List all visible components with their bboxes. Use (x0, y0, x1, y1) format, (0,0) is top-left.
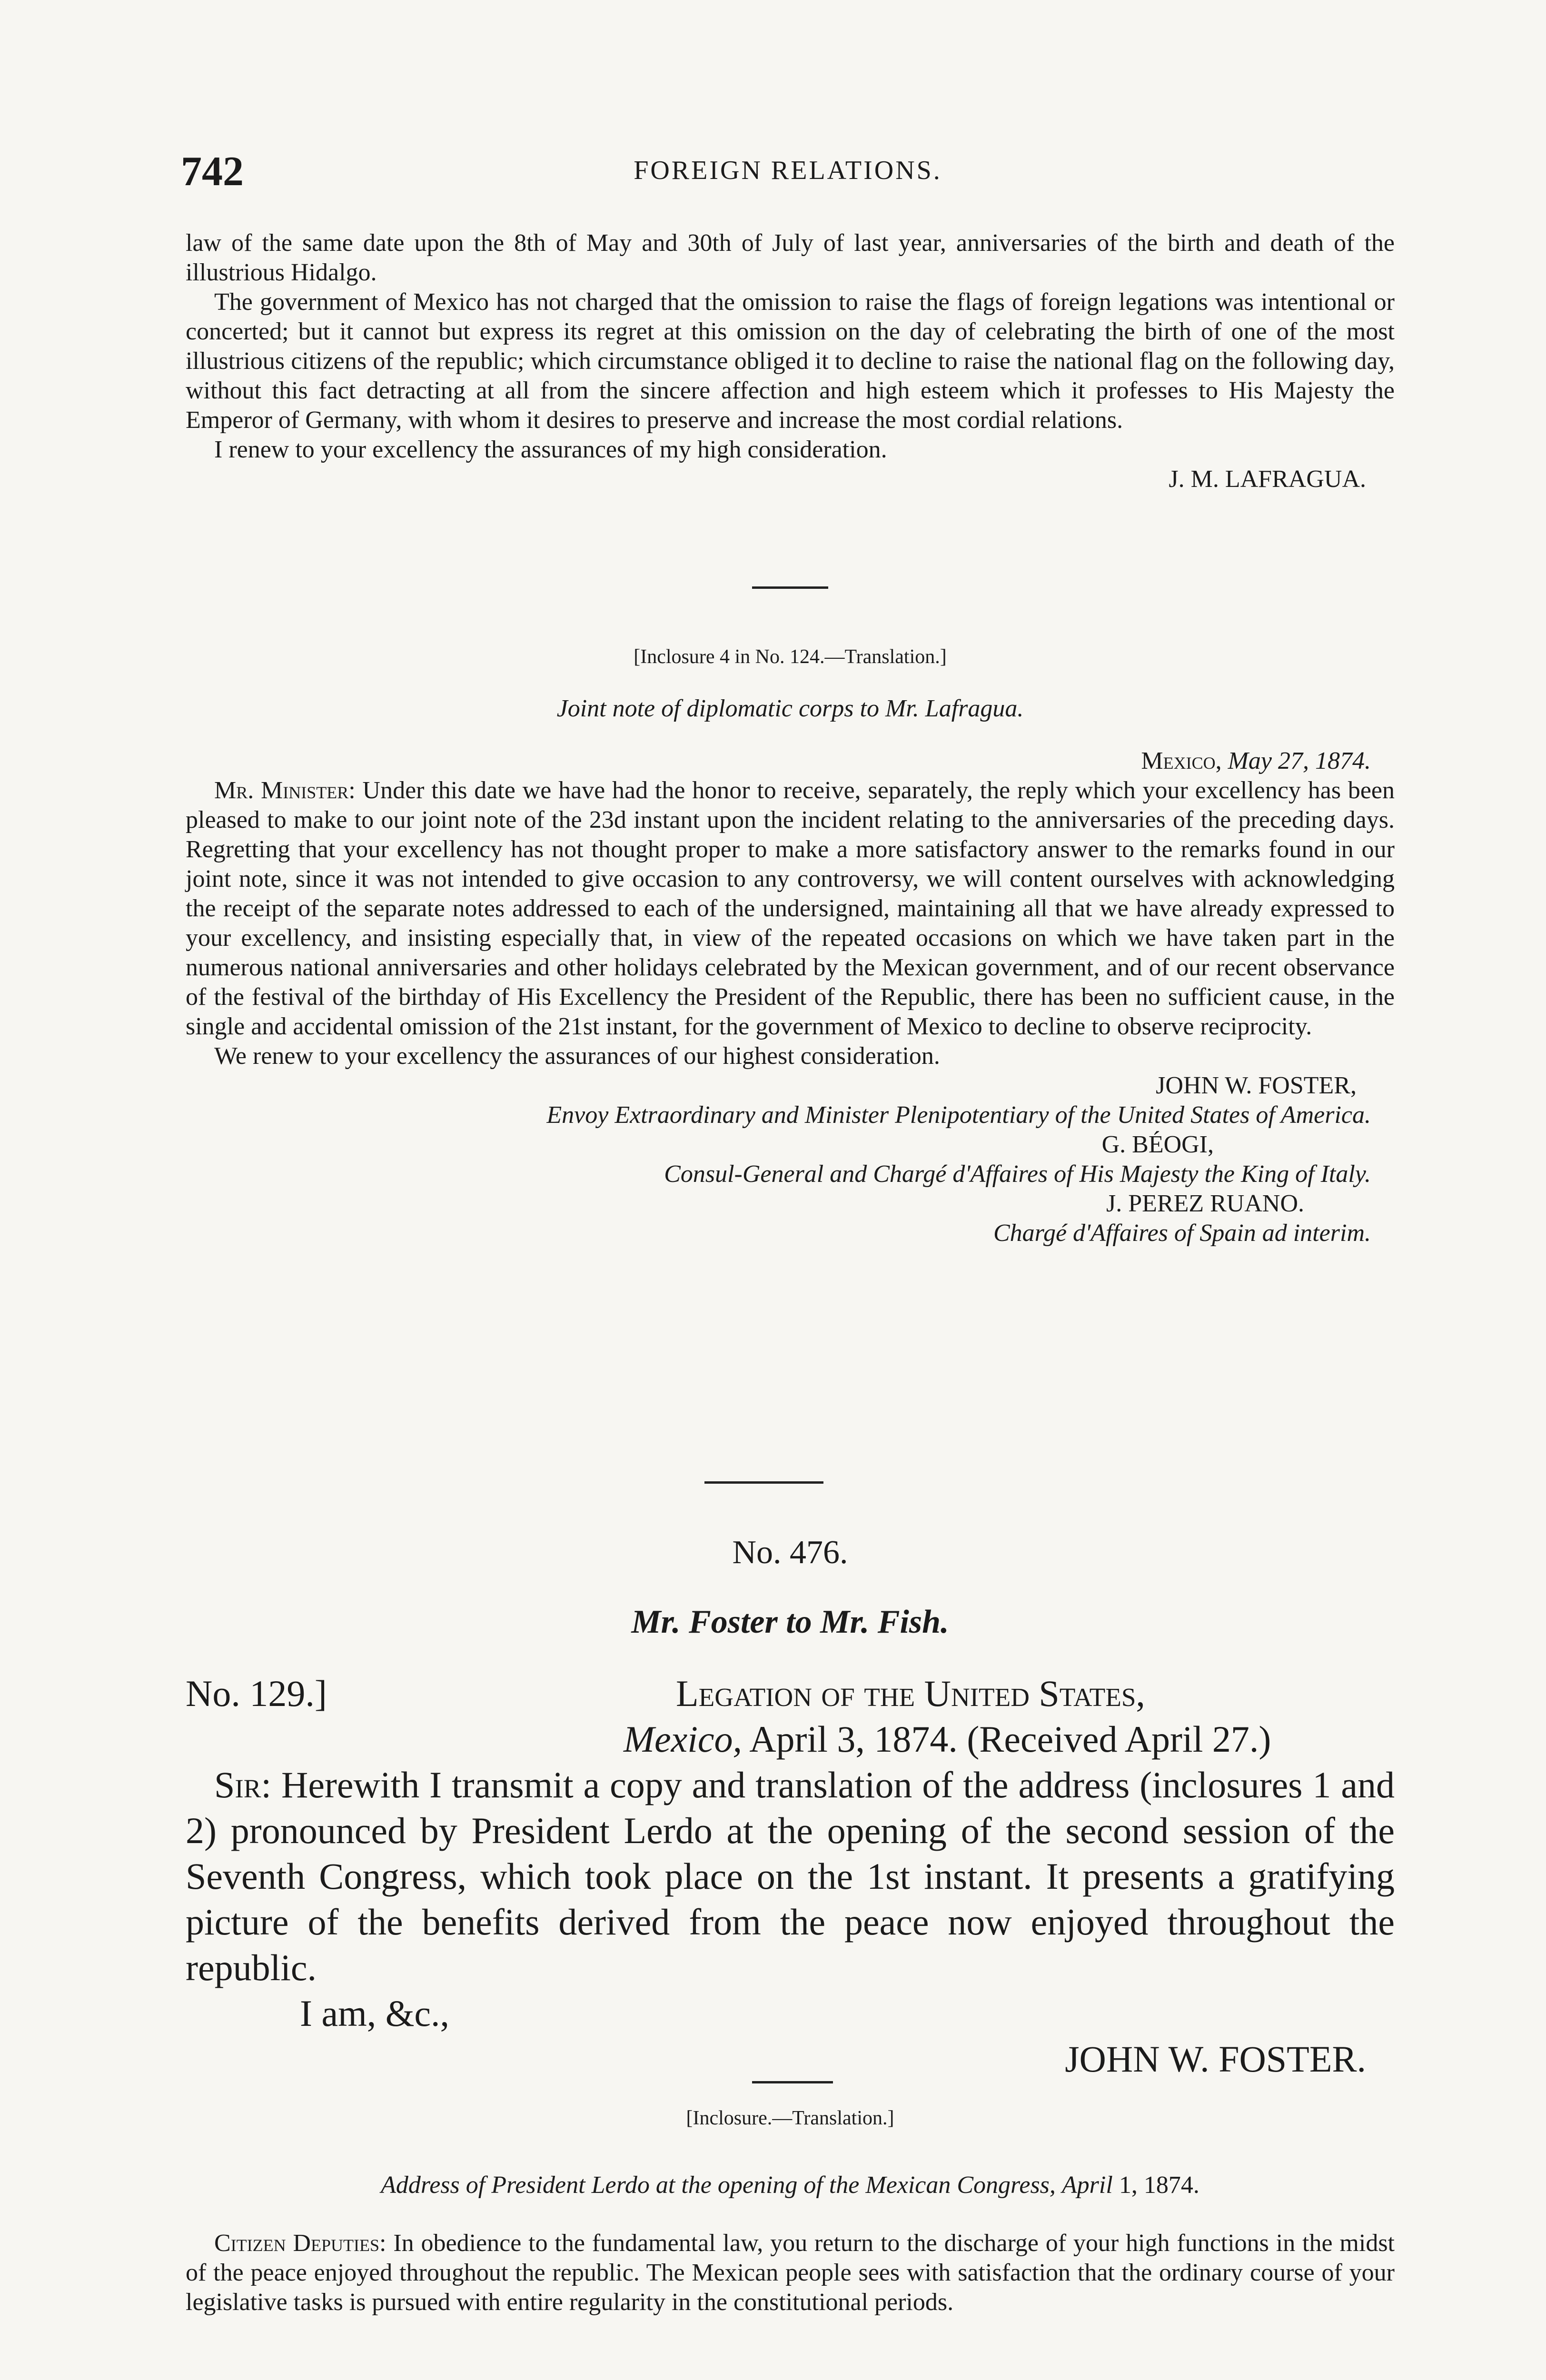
heading-block (186, 1671, 1395, 1762)
signer-title: Chargé d'Affaires of Spain ad interim. (993, 1220, 1371, 1247)
salutation: Citizen Deputies: (214, 2230, 386, 2257)
body-text: In obedience to the fundamental law, you return to the discharge of your high functions in the midst of the peace enjoyed throughout the republic. The Mexican people sees with satisfaction that the ordinary course of your legislative tasks is pursued with entire regularity in the constitutional periods. (186, 2230, 1395, 2316)
inclosure-4 (186, 643, 1395, 1248)
signer-name: JOHN W. FOSTER, (1156, 1072, 1357, 1099)
signer-name: J. PEREZ RUANO. (1106, 1190, 1304, 1217)
paragraph: I renew to your excellency the assurances of my high consideration. (214, 436, 887, 463)
salutation: Mr. Minister: (214, 777, 356, 804)
title-part: April (1061, 2172, 1113, 2199)
salutation: Sir: (214, 1764, 272, 1805)
paragraph (186, 776, 1395, 1041)
date-line (186, 746, 1395, 776)
signers (186, 1071, 1395, 1248)
received-date: (Received April 27.) (967, 1718, 1271, 1760)
date: May 27, 1874. (1228, 747, 1371, 774)
signer-title: Consul-General and Chargé d'Affaires of His Majesty the King of Italy. (664, 1160, 1371, 1188)
legation: Legation of the United States, (676, 1673, 1145, 1714)
date: April 3, 1874. (749, 1718, 958, 1760)
divider (704, 1481, 823, 1484)
body-text: Herewith I transmit a copy and translation of the address (inclosures 1 and 2) pronounced by President Lerdo at the opening of the second session of the Seventh Congress, which took place on the 1st instant. It presents a gratifying picture of the benefits derived from the peace now enjoyed throughout the republic. (186, 1764, 1395, 1988)
inclosure-label: [Inclosure.—Translation.] (686, 2107, 894, 2129)
reference-number: No. 129.] (186, 1673, 327, 1714)
inclosure-title: Joint note of diplomatic corps to Mr. Lafragua. (556, 695, 1024, 722)
divider (752, 2081, 833, 2083)
paragraph (186, 2229, 1395, 2317)
closing: I am, &c., (300, 1993, 450, 2034)
place: Mexico, (624, 1718, 743, 1760)
inclosure-address (186, 2104, 1395, 2317)
document-title: Mr. Foster to Mr. Fish. (631, 1604, 949, 1640)
document-number: No. 476. (732, 1534, 848, 1571)
signature: J. M. LAFRAGUA. (1169, 466, 1366, 493)
inclosure-title (186, 2171, 1395, 2200)
paragraph (186, 1762, 1395, 1991)
document-476 (186, 1533, 1395, 2082)
signature: JOHN W. FOSTER. (1065, 2038, 1366, 2080)
page-number: 742 (181, 149, 244, 195)
signer-title: Envoy Extraordinary and Minister Plenipotentiary of the United States of America. (546, 1101, 1371, 1129)
title-part: Address of President Lerdo at the opening of the Mexican Congress, (381, 2172, 1056, 2199)
paragraph: law of the same date upon the 8th of May and 30th of July of last year, anniversaries of the birth and death of the illustrious Hidalgo. (186, 229, 1395, 286)
title-part: 1, 1874. (1119, 2172, 1199, 2199)
running-head: FOREIGN RELATIONS. (634, 156, 942, 185)
paragraph: We renew to your excellency the assurances of our highest consideration. (214, 1042, 940, 1070)
paragraph: The government of Mexico has not charged that the omission to raise the flags of foreign legations was intentional or concerted; but it cannot but express its regret at this omission on the day of celebrating the birth of one of the most illustrious citizens of the republic; which circumstance obliged it to decline to raise the national flag on the following day, without this fact detracting at all from the sincere affection and high esteem which it professes to His Majesty the Emperor of Germany, with whom it desires to preserve and increase the most cordial relations. (186, 288, 1395, 434)
letter-continuation (186, 228, 1395, 494)
inclosure-label: [Inclosure 4 in No. 124.—Translation.] (634, 646, 947, 668)
body-text: Under this date we have had the honor to receive, separately, the reply which your excellency has been pleased to make to our joint note of the 23d instant upon the incident relating to the anniversaries of the preceding days. Regretting that your excellency has not thought proper to make a more satisfactory answer to the remarks found in our joint note, since it was not intended to give occasion to any controversy, we will content ourselves with acknowledging the receipt of the separate notes addressed to each of the undersigned, maintaining all that we have already expressed to your excellency, and insisting especially that, in view of the repeated occasions on which we have taken part in the numerous national anniversaries and other holidays celebrated by the Mexican government, and of our recent observance of the festival of the birthday of His Excellency the President of the Republic, there has been no sufficient cause, in the single and accidental omission of the 21st instant, for the government of Mexico to decline to observe reciprocity. (186, 777, 1395, 1040)
date-place: Mexico, (1141, 747, 1222, 774)
divider (752, 586, 828, 589)
page-header (181, 148, 1395, 200)
place-date (624, 1716, 1271, 1762)
signer-name: G. BÉOGI, (1101, 1131, 1214, 1158)
